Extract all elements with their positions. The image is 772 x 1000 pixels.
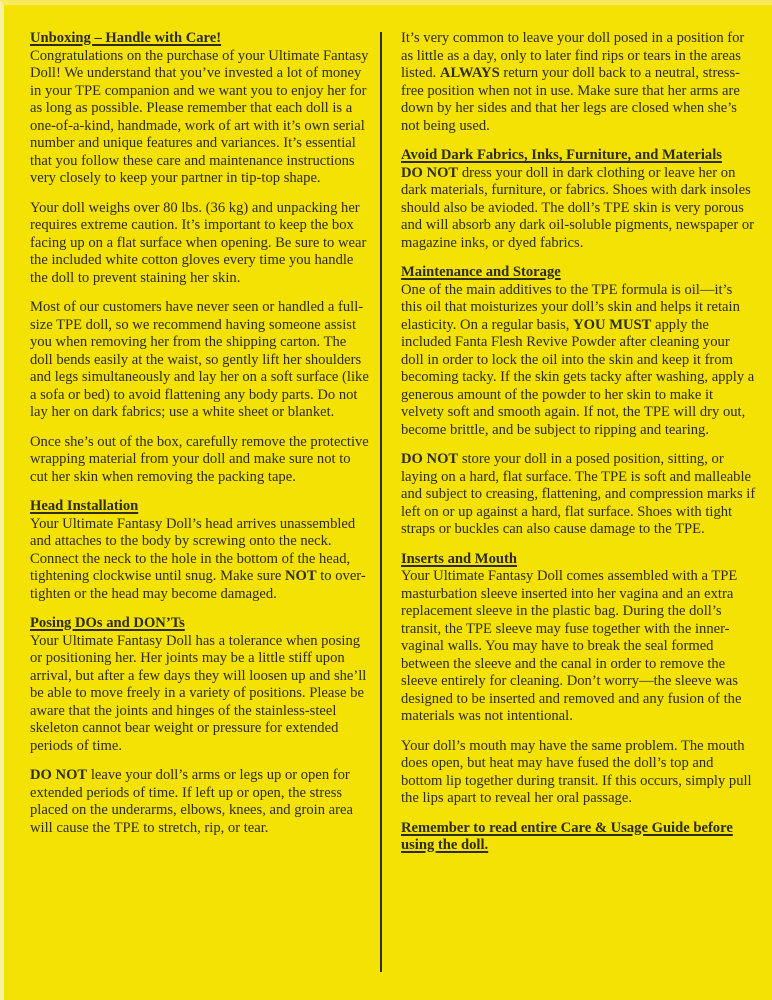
section-heading: Head Installation xyxy=(30,498,139,514)
body-text: Your doll’s mouth may have the same problem. The mouth does open, but heat may have fused the doll’s top and bottom lip together during transit. If this occurs, simply pull the lips apart to reveal her oral passage. xyxy=(401,737,752,806)
body-text: Congratulations on the purchase of your Ultimate Fantasy Doll! We understand that you’ve invested a lot of money in your TPE companion and we want you to enjoy her for as long as possible. Please remember that each doll is a one-of-a-kind, handmade, work of art with it’s own serial number and unique features and variances. It’s essential that you follow these care and maintenance instructions very closely to keep your partner in tip-top shape. xyxy=(30,47,369,186)
right-column xyxy=(401,30,756,980)
emphasis-text: YOU MUST xyxy=(573,316,652,333)
section-heading: Maintenance and Storage xyxy=(401,264,561,280)
section-heading: Unboxing – Handle with Care! xyxy=(30,30,222,46)
body-text: leave your doll’s arms or legs up or open for extended periods of time. If left up or open, the stress placed on the underarms, elbows, knees, and groin area will cause the TPE to stretch, rip, or tear. xyxy=(30,767,353,836)
body-text: return your doll back to a neutral, stress-free position when not in use. Make sure that her arms are down by her sides and that her legs are closed when she’s not being used. xyxy=(401,65,741,134)
paragraph xyxy=(30,633,371,756)
column-divider xyxy=(380,32,382,972)
emphasis-text: NOT xyxy=(284,568,317,584)
body-text: Once she’s out of the box, carefully remove the protective wrapping material from your doll and make sure not to cut her skin when removing the packing tape. xyxy=(30,433,369,485)
section-heading: Inserts and Mouth xyxy=(401,550,517,567)
section-heading: Avoid Dark Fabrics, Inks, Furniture, and Materials xyxy=(401,147,722,163)
footer-reminder-heading: Remember to read entire Care & Usage Guide before using the doll. xyxy=(401,819,733,853)
paragraph xyxy=(30,48,371,188)
paragraph xyxy=(401,30,756,135)
emphasis-text: DO NOT xyxy=(401,451,459,467)
body-text: dress your doll in dark clothing or leave her on dark materials, furniture, or fabrics. Shoes with dark insoles should also be avioded. The doll’s TPE skin is very porous and will absorb any dark oil-soluble pigments, newspaper or magazine inks, or dyed fabrics. xyxy=(401,164,755,251)
left-column xyxy=(30,30,371,980)
emphasis-text: DO NOT xyxy=(401,164,459,181)
body-text: to over-tighten or the head may become damaged. xyxy=(30,568,366,602)
paragraph xyxy=(30,516,371,604)
body-text: Your doll weighs over 80 lbs. (36 kg) and unpacking her requires extreme caution. It’s important to keep the box facing up on a flat surface when opening. Be sure to wear the included white cotton gloves every time you handle the doll to prevent staining her skin. xyxy=(30,199,367,286)
paragraph xyxy=(401,451,756,539)
body-text: apply the included Fanta Flesh Revive Powder after cleaning your doll in order to lock the oil into the skin and keep it from becoming tacky. If the skin gets tacky after washing, apply a generous amount of the powder to her skin to make it velvety soft and smooth again. If not, the TPE will dry out, become brittle, and be subject to ripping and tearing. xyxy=(401,316,755,438)
two-column-layout xyxy=(30,30,756,980)
paragraph xyxy=(401,282,756,440)
body-text: One of the main additives to the TPE formula is oil—it’s this oil that moisturizes your doll’s skin and helps it retain elasticity. On a regular basis, xyxy=(401,281,740,333)
body-text: Your Ultimate Fantasy Doll’s head arrives unassembled and attaches to the body by screwing onto the neck. Connect the neck to the hole in the bottom of the head, tightening clockwise until snug. Make sure xyxy=(30,515,356,584)
body-text: store your doll in a posed position, sitting, or laying on a hard, flat surface. The TPE is soft and malleable and subject to creasing, flattening, and compression marks if left on or up against a hard, flat surface. Shoes with tight straps or buckles can also cause damage to the TPE. xyxy=(401,451,756,537)
body-text: It’s very common to leave your doll posed in a position for as little as a day, only to later find rips or tears in the areas listed. xyxy=(401,30,745,81)
emphasis-text: DO NOT xyxy=(30,767,88,783)
paragraph xyxy=(30,767,371,837)
emphasis-text: ALWAYS xyxy=(439,65,500,81)
section-heading: Posing DOs and DON’Ts xyxy=(30,615,185,631)
body-text: Your Ultimate Fantasy Doll comes assembled with a TPE masturbation sleeve inserted into her vagina and an extra replacement sleeve in the plastic bag. During the doll’s transit, the TPE sleeve may fuse together with the inner-vaginal walls. You may have to break the seal formed between the sleeve and the canal in order to remove the sleeve entirely for cleaning. Don’t worry—the sleeve was designed to be inserted and removed and any fusion of the materials was not intentional. xyxy=(401,568,742,724)
body-text: Most of our customers have never seen or handled a full-size TPE doll, so we recommend having someone assist you when removing her from the shipping carton. The doll bends easily at the waist, so gently lift her shoulders and legs simultaneously and lay her on a soft surface (like a sofa or bed) to avoid flattening any body parts. Do not lay her on dark fabrics; use a white sheet or blanket. xyxy=(30,299,369,420)
paragraph xyxy=(30,434,371,487)
body-text: Your Ultimate Fantasy Doll has a tolerance when posing or positioning her. Her joints may be a little stiff upon arrival, but after a few days they will loosen up and she’ll be able to move freely in a variety of positions. Please be aware that the joints and hinges of the stainless-steel skeleton cannot bear weight or pressure for extended periods of time. xyxy=(30,632,367,754)
paragraph xyxy=(401,165,756,253)
paragraph xyxy=(30,200,371,288)
paragraph xyxy=(401,738,756,808)
paragraph xyxy=(401,568,756,726)
paragraph xyxy=(30,299,371,422)
